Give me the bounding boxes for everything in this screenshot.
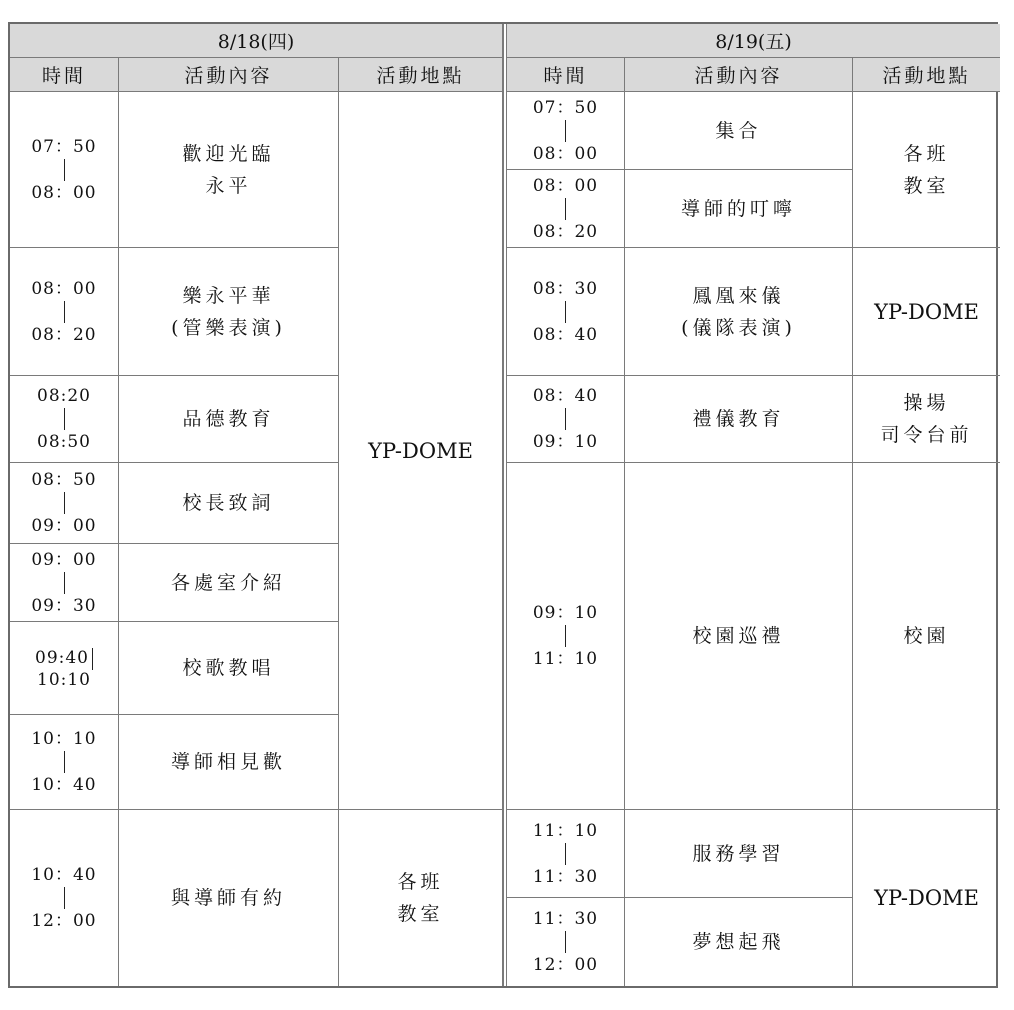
time-end: 08:50 [37,432,91,452]
activity-line: 校園巡禮 [692,625,785,647]
day2-time-cell [507,92,625,170]
time-end: 11：10 [532,649,599,669]
time-start: 10：10 [31,729,97,749]
day2-time-header: 時間 [507,58,625,92]
day2-time-cell [507,170,625,248]
location-line: 教室 [903,174,950,197]
day1-time-cell [10,248,119,376]
day1-activity-cell [119,463,339,544]
day2-activity-cell [625,463,853,810]
time-end: 08：00 [532,143,599,164]
activity-line: 禮儀教育 [692,408,785,430]
day2-activity-header: 活動內容 [625,58,853,92]
activity-line: 校歌教唱 [182,657,275,679]
time-end: 08：40 [532,324,599,345]
day2-location-ypdome-2: YP-DOME [874,886,979,910]
activity-line: 集合 [715,119,762,142]
day2-location-header: 活動地點 [853,58,1000,92]
day1-time-cell [10,715,119,810]
day1-time-cell [10,544,119,622]
time-end: 10：40 [31,775,97,795]
schedule-table [8,22,998,988]
time-end: 08：00 [31,182,97,203]
time-end: 08：20 [532,221,599,242]
time-start: 09：10 [532,603,599,623]
activity-line: 各處室介紹 [170,571,286,594]
time-range-bar [565,625,566,647]
location-line: 司令台前 [880,424,973,446]
day2-activity-cell [625,248,853,376]
day2-activity-cell [625,376,853,463]
activity-line: 樂永平華 [182,284,275,307]
day2-location-classroom [853,92,1000,248]
time-range-bar [64,887,65,909]
day1-date-header: 8/18(四) [10,24,503,58]
day1-time-header: 時間 [10,58,119,92]
time-range-bar [565,301,566,323]
time-range-bar [565,931,566,953]
day1-activity-cell [119,810,339,986]
time-range-bar [565,408,566,430]
time-start: 09:40 [35,648,89,668]
time-start: 07：50 [532,97,599,118]
time-range-bar [64,492,65,514]
time-end: 10:10 [37,670,91,690]
day2-location-field [853,376,1000,463]
time-start: 09：00 [31,549,97,570]
day2-time-cell [507,463,625,810]
day1-time-cell [10,92,119,248]
activity-line: 永平 [205,174,252,197]
time-start: 08：40 [532,386,599,406]
time-end: 12：00 [532,955,599,975]
day1-location-classroom [339,810,503,986]
time-start: 08：00 [31,278,97,299]
time-end: 08：20 [31,324,97,345]
time-start: 08：50 [31,470,97,490]
time-range-bar [565,198,566,220]
day1-activity-cell [119,544,339,622]
time-end: 09：10 [532,432,599,452]
day2-date-header: 8/19(五) [507,24,1000,58]
day1-activity-header: 活動內容 [119,58,339,92]
time-range-bar [92,648,93,670]
location-line: 操場 [903,392,950,414]
time-end: 11：30 [532,866,599,887]
day2-activity-cell [625,92,853,170]
day2-time-cell [507,248,625,376]
activity-line: 夢想起飛 [692,931,785,953]
day1-location-ypdome: YP-DOME [339,92,503,810]
day1-activity-cell [119,622,339,715]
activity-line: (管樂表演) [171,316,286,339]
time-range-bar [64,408,65,430]
time-start: 08：30 [532,278,599,299]
time-end: 09：00 [31,516,97,536]
day1-activity-cell [119,715,339,810]
location-line: 各班 [903,142,950,165]
day2-activity-cell [625,810,853,898]
activity-line: 與導師有約 [170,887,286,909]
day2-time-cell [507,810,625,898]
day2-location-ypdome: YP-DOME [853,248,1000,376]
time-range-bar [64,159,65,181]
day1-activity-cell [119,376,339,463]
time-start: 10：40 [31,865,97,885]
time-start: 11：10 [532,820,599,841]
day2-activity-cell [625,898,853,986]
time-start: 08:20 [37,386,91,406]
day1-location-header: 活動地點 [339,58,503,92]
day2-location-campus: 校園 [853,463,1000,810]
location-line: 各班 [397,871,444,893]
activity-line: 校長致詞 [182,492,275,514]
day2-activity-cell [625,170,853,248]
time-end: 12：00 [31,911,97,931]
location-line: 教室 [397,903,444,925]
day1-time-cell [10,463,119,544]
day2-time-cell [507,898,625,986]
time-range-bar [64,301,65,323]
activity-line: 導師的叮嚀 [680,197,796,220]
time-range-bar [64,751,65,773]
activity-line: 導師相見歡 [170,751,286,773]
day1-time-cell [10,810,119,986]
day1-time-cell [10,622,119,715]
day1-activity-cell [119,92,339,248]
day1-activity-cell [119,248,339,376]
activity-line: (儀隊表演) [681,316,796,339]
activity-line: 歡迎光臨 [182,142,275,165]
activity-line: 品德教育 [182,408,275,430]
time-start: 07：50 [31,136,97,157]
time-start: 11：30 [532,909,599,929]
day2-time-cell [507,376,625,463]
time-range-bar [565,120,566,142]
time-start: 08：00 [532,175,599,196]
day1-time-cell [10,376,119,463]
time-range-bar [565,843,566,865]
time-range-bar [64,572,65,594]
time-end: 09：30 [31,595,97,616]
activity-line: 服務學習 [692,842,785,865]
activity-line: 鳳凰來儀 [692,284,785,307]
